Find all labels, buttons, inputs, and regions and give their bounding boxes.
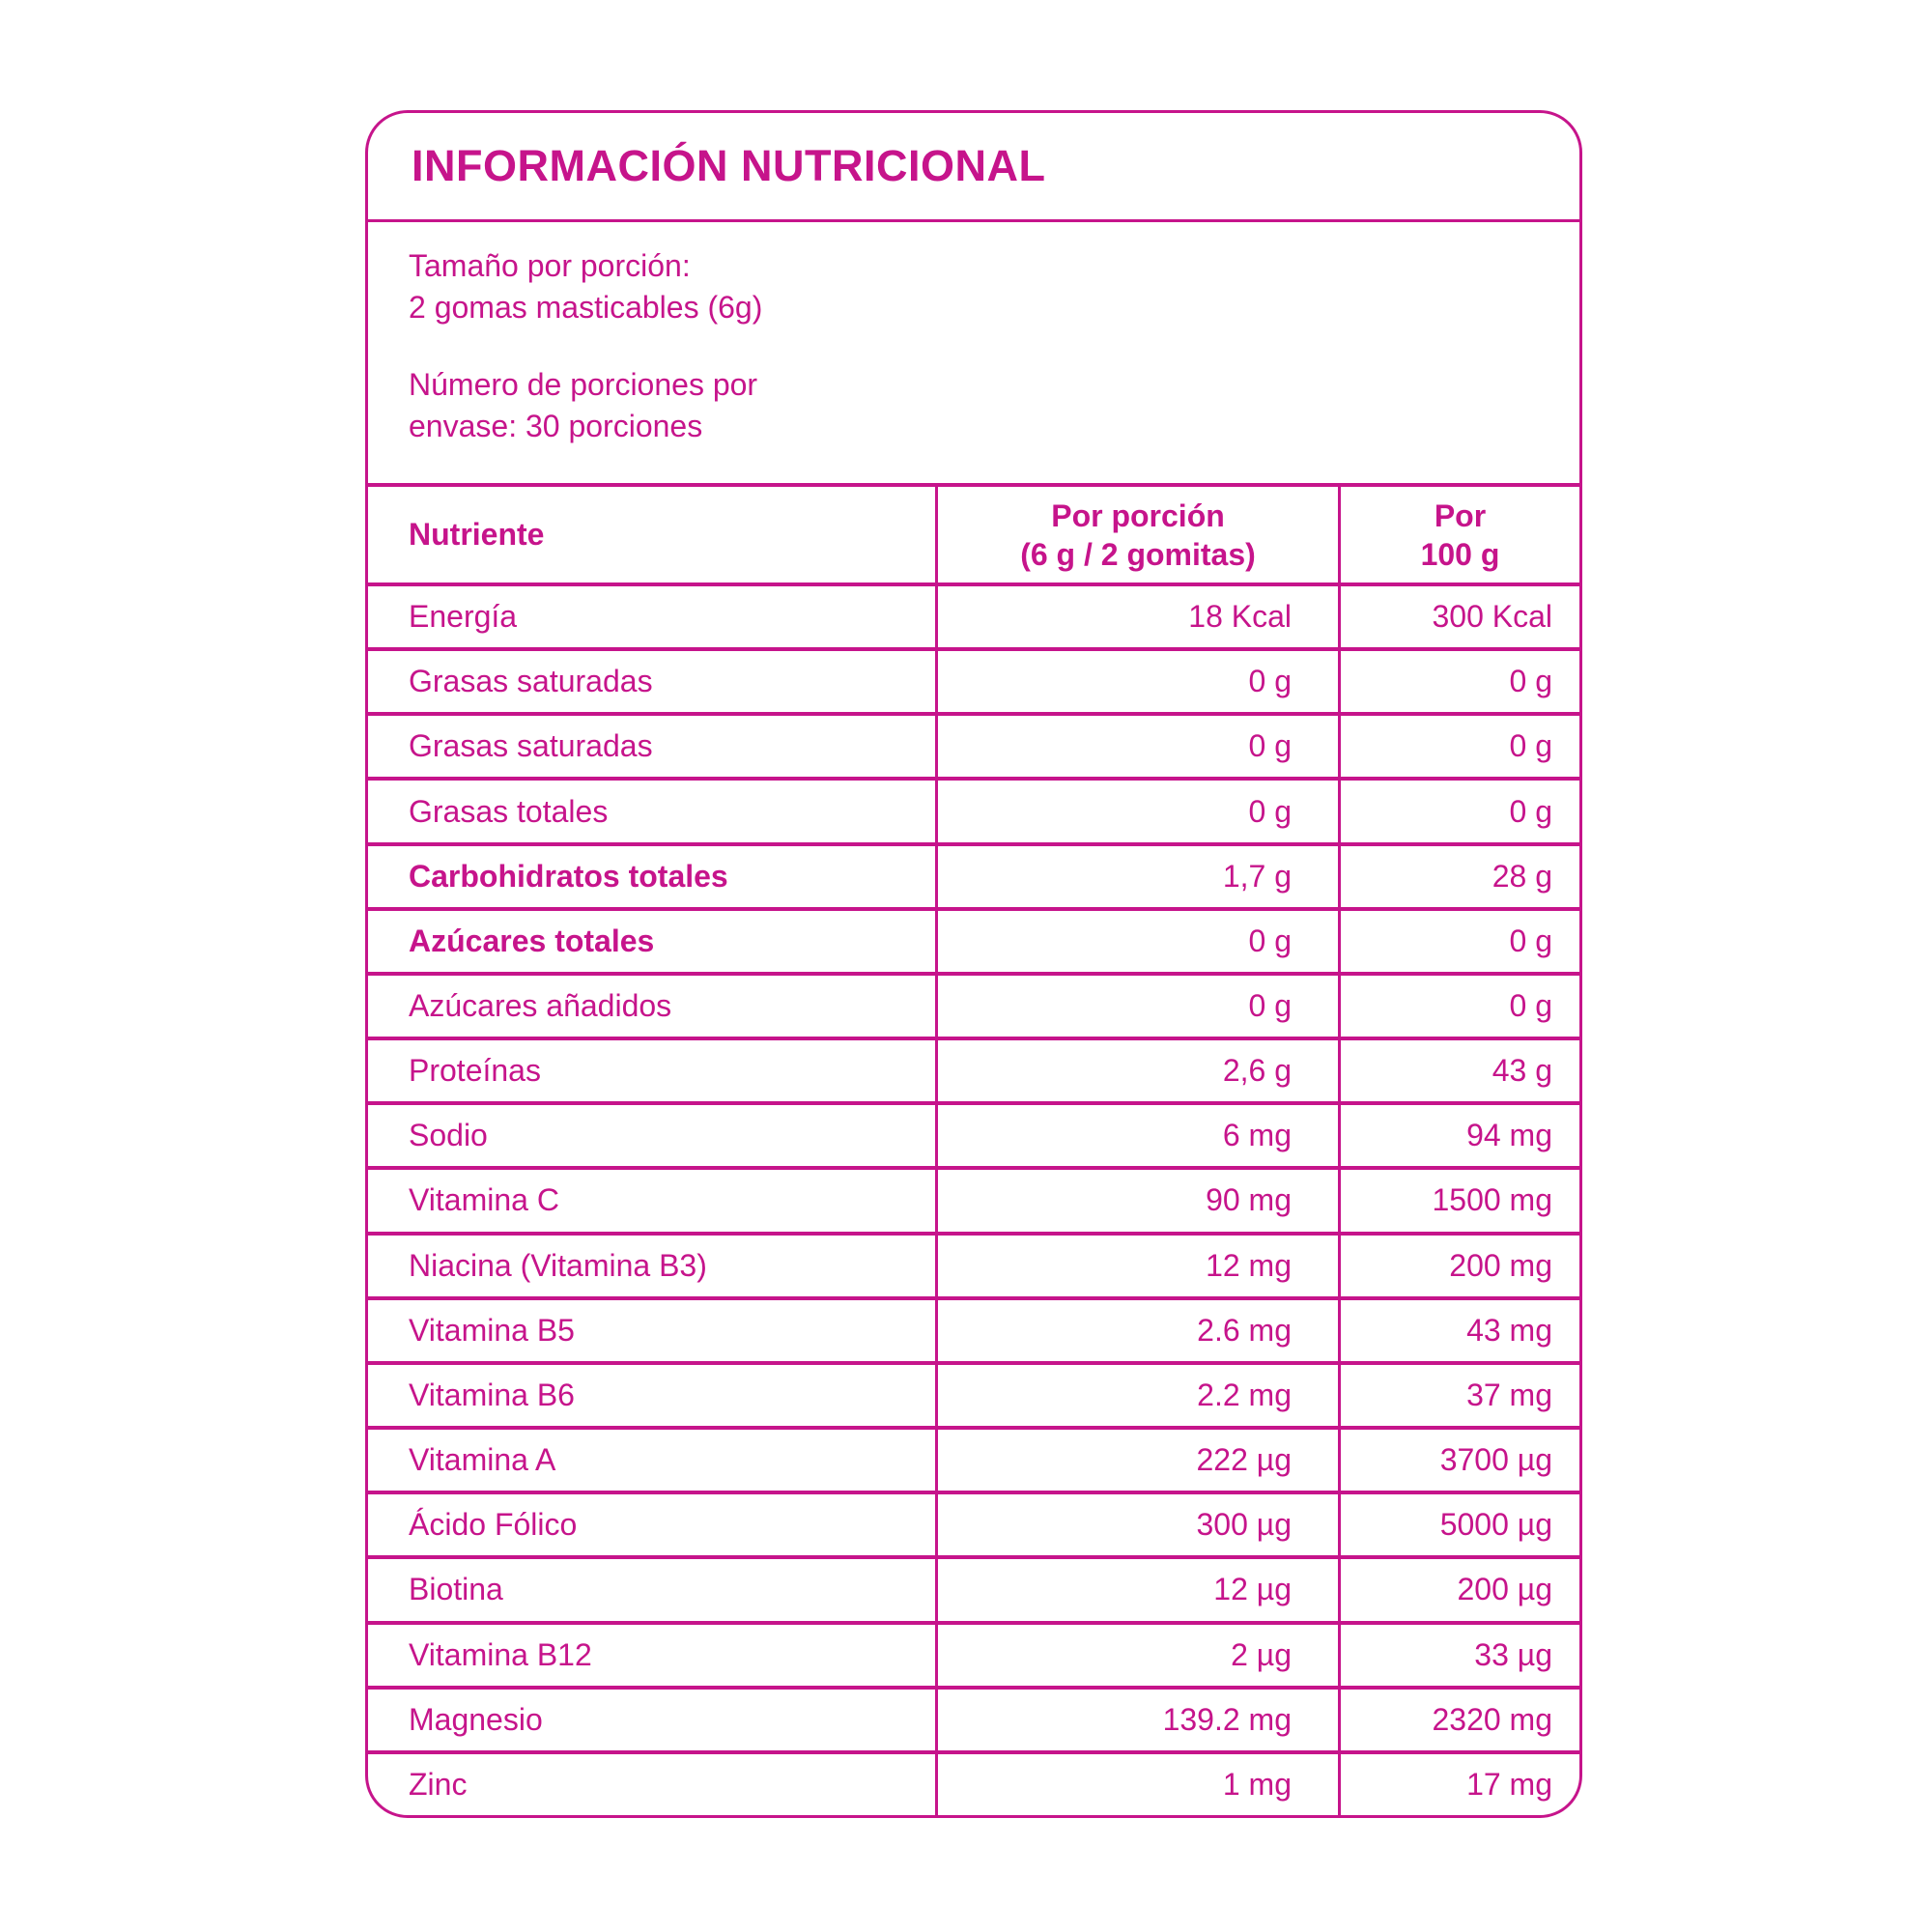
serving-size-text xyxy=(409,245,1536,328)
per-serving-value-cell: 0 g xyxy=(935,716,1338,777)
table-row xyxy=(368,976,1579,1040)
per-serving-value-cell: 0 g xyxy=(935,976,1338,1037)
serving-size-line1: Tamaño por porción: xyxy=(409,248,691,283)
header-per-serving-line1: Por porción xyxy=(1051,497,1225,533)
per-serving-value-cell: 2 µg xyxy=(935,1625,1338,1686)
nutrient-name-cell: Azúcares totales xyxy=(409,923,655,958)
per-100g-value-cell: 300 Kcal xyxy=(1338,586,1579,647)
header-per-serving-text xyxy=(1020,497,1256,574)
table-header-row xyxy=(368,487,1579,586)
header-per-serving-line2: (6 g / 2 gomitas) xyxy=(1020,536,1256,572)
table-row xyxy=(368,1559,1579,1624)
per-serving-value-cell: 0 g xyxy=(935,781,1338,841)
nutrient-name-cell: Proteínas xyxy=(409,1053,541,1089)
nutrient-name-cell: Vitamina B5 xyxy=(409,1312,575,1348)
per-100g-value-cell: 94 mg xyxy=(1338,1105,1579,1166)
per-serving-value-cell: 12 mg xyxy=(935,1236,1338,1296)
nutrient-name-cell: Zinc xyxy=(409,1766,468,1802)
per-100g-value-cell: 37 mg xyxy=(1338,1365,1579,1426)
per-100g-value-cell: 2320 mg xyxy=(1338,1690,1579,1750)
per-100g-value-cell: 1500 mg xyxy=(1338,1170,1579,1231)
per-100g-value-cell: 0 g xyxy=(1338,651,1579,712)
nutrient-name-cell: Vitamina B6 xyxy=(409,1377,575,1412)
table-row xyxy=(368,716,1579,781)
servings-per-container-line2: envase: 30 porciones xyxy=(409,409,703,443)
per-100g-value-cell: 43 g xyxy=(1338,1040,1579,1101)
per-serving-value-cell: 1 mg xyxy=(935,1754,1338,1815)
header-per-100g-text xyxy=(1421,497,1500,574)
per-serving-value-cell: 2.2 mg xyxy=(935,1365,1338,1426)
table-row xyxy=(368,1690,1579,1754)
label-title-section xyxy=(368,113,1579,222)
per-100g-value-cell: 200 mg xyxy=(1338,1236,1579,1296)
nutrient-name-cell: Carbohidratos totales xyxy=(409,858,728,894)
nutrient-name-cell: Ácido Fólico xyxy=(409,1507,578,1543)
per-100g-value-cell: 0 g xyxy=(1338,781,1579,841)
servings-per-container-line1: Número de porciones por xyxy=(409,367,758,402)
header-per-100g-line2: 100 g xyxy=(1420,536,1500,572)
per-serving-value-cell: 139.2 mg xyxy=(935,1690,1338,1750)
serving-size-line2: 2 gomas masticables (6g) xyxy=(409,290,763,325)
nutrition-label xyxy=(365,110,1582,1818)
per-100g-value-cell: 17 mg xyxy=(1338,1754,1579,1815)
table-row xyxy=(368,781,1579,845)
table-row xyxy=(368,1625,1579,1690)
per-serving-value-cell: 0 g xyxy=(935,911,1338,972)
nutrient-name-cell: Grasas saturadas xyxy=(409,664,653,699)
header-per-100g xyxy=(1338,487,1579,582)
nutrient-name-cell: Grasas totales xyxy=(409,793,609,829)
table-row xyxy=(368,1430,1579,1494)
per-serving-value-cell: 90 mg xyxy=(935,1170,1338,1231)
table-row xyxy=(368,1105,1579,1170)
per-serving-value-cell: 222 µg xyxy=(935,1430,1338,1491)
per-serving-value-cell: 18 Kcal xyxy=(935,586,1338,647)
header-nutrient: Nutriente xyxy=(409,517,545,552)
nutrient-name-cell: Vitamina B12 xyxy=(409,1636,592,1672)
table-row xyxy=(368,1365,1579,1430)
per-100g-value-cell: 0 g xyxy=(1338,911,1579,972)
table-row xyxy=(368,586,1579,651)
nutrient-name-cell: Niacina (Vitamina B3) xyxy=(409,1247,707,1283)
nutrient-name-cell: Vitamina A xyxy=(409,1442,556,1478)
table-row xyxy=(368,911,1579,976)
nutrient-name-cell: Vitamina C xyxy=(409,1182,559,1218)
serving-info-section xyxy=(368,222,1579,487)
per-100g-value-cell: 3700 µg xyxy=(1338,1430,1579,1491)
per-100g-value-cell: 0 g xyxy=(1338,716,1579,777)
per-serving-value-cell: 1,7 g xyxy=(935,846,1338,907)
per-100g-value-cell: 43 mg xyxy=(1338,1300,1579,1361)
per-100g-value-cell: 33 µg xyxy=(1338,1625,1579,1686)
nutrient-name-cell: Magnesio xyxy=(409,1701,543,1737)
table-row xyxy=(368,1494,1579,1559)
nutrient-name-cell: Energía xyxy=(409,599,518,635)
per-serving-value-cell: 2,6 g xyxy=(935,1040,1338,1101)
per-serving-value-cell: 12 µg xyxy=(935,1559,1338,1620)
servings-per-container-text xyxy=(409,364,1536,447)
nutrition-table-body xyxy=(368,586,1579,1815)
per-100g-value-cell: 200 µg xyxy=(1338,1559,1579,1620)
label-title: INFORMACIÓN NUTRICIONAL xyxy=(412,141,1046,190)
table-row xyxy=(368,1236,1579,1300)
header-per-100g-line1: Por xyxy=(1434,497,1487,533)
table-row xyxy=(368,1170,1579,1235)
table-row xyxy=(368,651,1579,716)
per-100g-value-cell: 28 g xyxy=(1338,846,1579,907)
table-row xyxy=(368,1300,1579,1365)
table-row xyxy=(368,1754,1579,1815)
per-serving-value-cell: 6 mg xyxy=(935,1105,1338,1166)
header-per-serving xyxy=(935,487,1338,582)
per-serving-value-cell: 2.6 mg xyxy=(935,1300,1338,1361)
nutrient-name-cell: Grasas saturadas xyxy=(409,728,653,764)
per-100g-value-cell: 5000 µg xyxy=(1338,1494,1579,1555)
per-serving-value-cell: 0 g xyxy=(935,651,1338,712)
per-serving-value-cell: 300 µg xyxy=(935,1494,1338,1555)
nutrient-name-cell: Sodio xyxy=(409,1118,488,1153)
table-row xyxy=(368,846,1579,911)
nutrient-name-cell: Biotina xyxy=(409,1572,503,1607)
per-100g-value-cell: 0 g xyxy=(1338,976,1579,1037)
nutrient-name-cell: Azúcares añadidos xyxy=(409,988,672,1024)
table-row xyxy=(368,1040,1579,1105)
